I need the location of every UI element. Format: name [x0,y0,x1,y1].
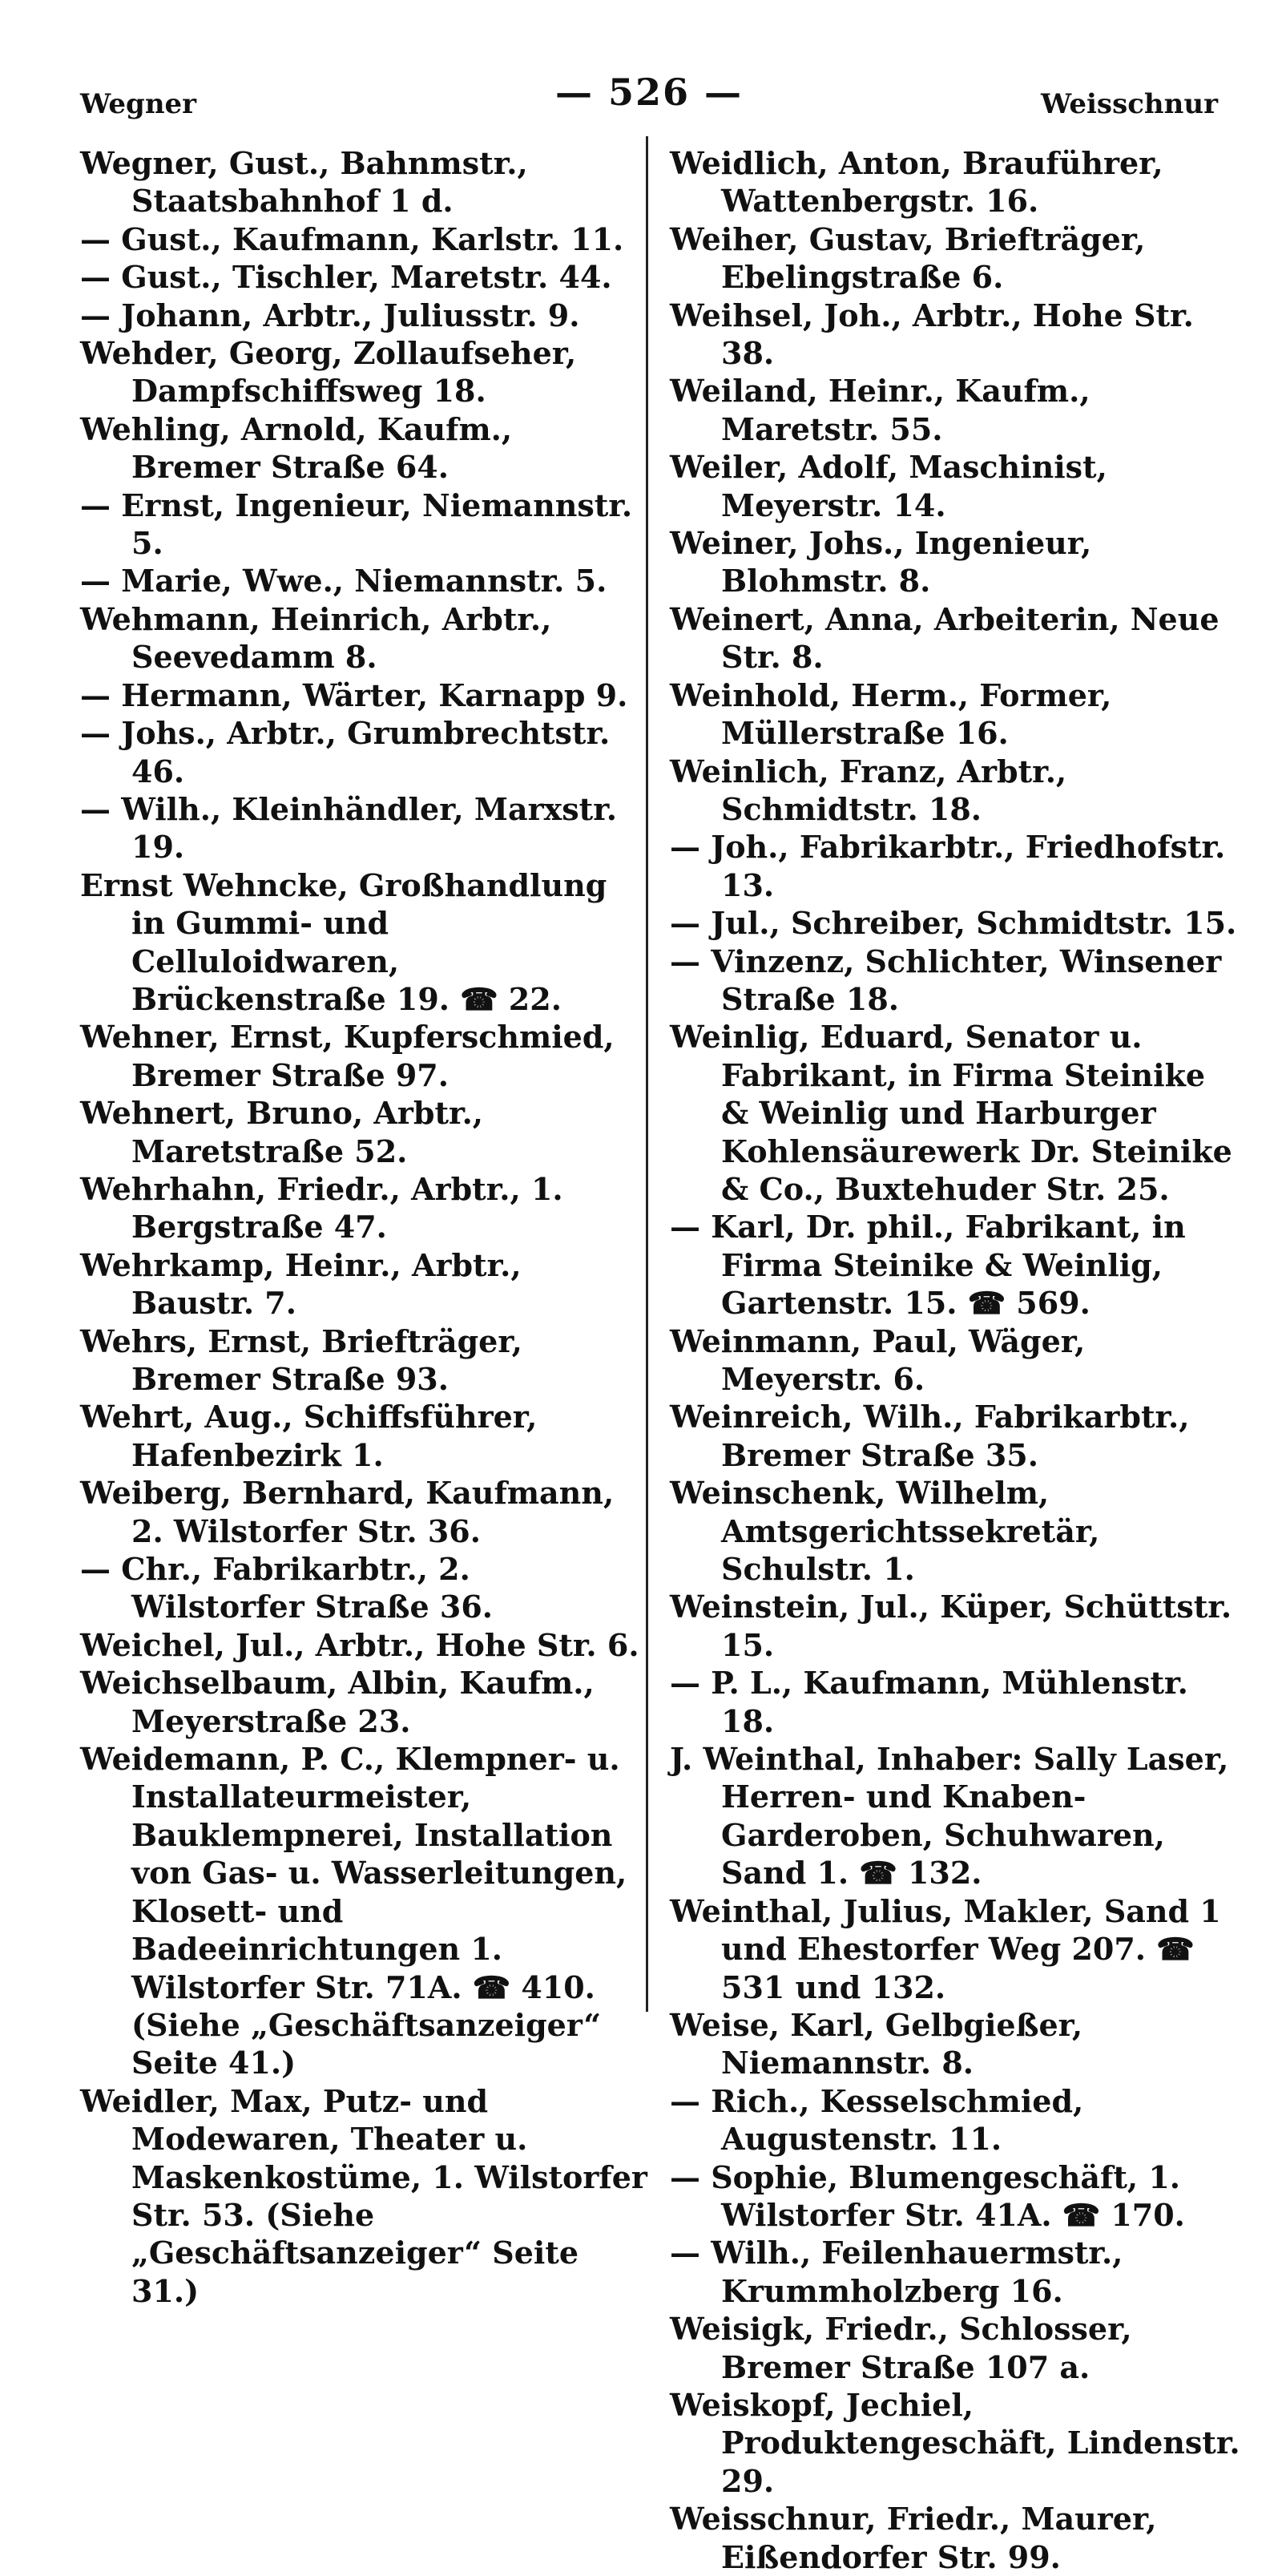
directory-entry: — Gust., Kaufmann, Karlstr. 11. [80,220,624,257]
directory-entry: Weiler, Adolf, Maschinist, Meyerstr. 14. [670,449,1107,523]
directory-entry: Wehder, Georg, Zollaufseher, Dampfschiffsweg 18. [80,335,577,410]
directory-entry: — Sophie, Blumengeschäft, 1. Wilstorfer Str. 41A. ☎ 170. [670,2158,1185,2233]
directory-entry: Weinlich, Franz, Arbtr., Schmidtstr. 18. [670,753,1067,827]
directory-entry: — Wilh., Kleinhändler, Marxstr. 19. [80,790,617,866]
left-column [80,144,651,2310]
directory-entry: — Rich., Kesselschmied, Augustenstr. 11. [670,2082,1084,2158]
directory-entry: Weinreich, Wilh., Fabrikarbtr., Bremer Straße 35. [670,1399,1190,1473]
directory-entry: — Chr., Fabrikarbtr., 2. Wilstorfer Straße 36. [80,1551,493,1625]
directory-entry: Weinthal, Julius, Makler, Sand 1 und Ehestorfer Weg 207. ☎ 531 und 132. [670,1892,1221,2005]
directory-entry: — P. L., Kaufmann, Mühlenstr. 18. [670,1665,1188,1739]
directory-entry: — Gust., Tischler, Maretstr. 44. [80,259,612,296]
directory-entry: Ernst Wehncke, Großhandlung in Gummi- und Celluloidwaren, Brückenstraße 19. ☎ 22. [80,866,607,1017]
directory-entry: Weiland, Heinr., Kaufm., Maretstr. 55. [670,373,1091,447]
directory-entry: Wehrhahn, Friedr., Arbtr., 1. Bergstraße 47. [80,1170,563,1246]
directory-entry: Weichselbaum, Albin, Kaufm., Meyerstraße 23. [80,1665,595,1739]
directory-entry: Weichel, Jul., Arbtr., Hohe Str. 6. [80,1626,639,1663]
directory-entry: Wehrs, Ernst, Briefträger, Bremer Straße 93. [80,1322,522,1397]
directory-entry: Weidlich, Anton, Brauführer, Wattenbergstr. 16. [670,145,1163,220]
directory-entry: Weidemann, P. C., Klempner- u. Installateurmeister, Bauklempnerei, Installation von Gas- u. Wasserleitungen, Klosett- und Badeeinrichtungen 1. Wilstorfer Str. 71A. ☎ 410. (Siehe „Geschäftsanzeiger“ Seite 41.) [80,1741,627,2081]
directory-entry: Weinschenk, Wilhelm, Amtsgerichtssekretär, Schulstr. 1. [670,1475,1100,1588]
directory-entry: — Johann, Arbtr., Juliusstr. 9. [80,297,580,333]
directory-entry: Weinhold, Herm., Former, Müllerstraße 16. [670,676,1112,752]
directory-entry: Wehmann, Heinrich, Arbtr., Seevedamm 8. [80,600,552,676]
directory-entry: — Joh., Fabrikarbtr., Friedhofstr. 13. [670,829,1226,903]
running-head-right: Weisschnur [1040,88,1218,120]
directory-entry: Wehling, Arnold, Kaufm., Bremer Straße 64. [80,410,513,486]
directory-entry: Weisschnur, Friedr., Maurer, Eißendorfer Str. 99. [670,2501,1157,2575]
directory-entry: Weinlig, Eduard, Senator u. Fabrikant, in Firma Steinike & Weinlig und Harburger Kohlensäurewerk Dr. Steinike & Co., Buxtehuder Str. 25. [670,1019,1232,1207]
directory-entry: Weinstein, Jul., Küper, Schüttstr. 15. [670,1589,1232,1663]
directory-entry: Weihsel, Joh., Arbtr., Hohe Str. 38. [670,297,1194,372]
directory-entry: — Hermann, Wärter, Karnapp 9. [80,676,628,713]
directory-entry: — Karl, Dr. phil., Fabrikant, in Firma Steinike & Weinlig, Gartenstr. 15. ☎ 569. [670,1209,1186,1322]
directory-entry: — Wilh., Feilenhauermstr., Krummholzberg 16. [670,2235,1123,2309]
directory-entry: Wehrkamp, Heinr., Arbtr., Baustr. 7. [80,1246,522,1322]
page-header [80,71,1218,127]
directory-entry: — Jul., Schreiber, Schmidtstr. 15. [670,905,1237,942]
directory-entry: Weidler, Max, Putz- und Modewaren, Theater u. Maskenkostüme, 1. Wilstorfer Str. 53. (Siehe „Geschäftsanzeiger“ Seite 31.) [80,2082,647,2309]
directory-entry: Weise, Karl, Gelbgießer, Niemannstr. 8. [670,2006,1083,2081]
directory-entry: Weiberg, Bernhard, Kaufmann, 2. Wilstorfer Str. 36. [80,1475,615,1549]
directory-entry: — Ernst, Ingenieur, Niemannstr. 5. [80,487,633,562]
directory-entry: Weinmann, Paul, Wäger, Meyerstr. 6. [670,1322,1086,1397]
directory-entry: — Marie, Wwe., Niemannstr. 5. [80,563,607,600]
page-number: — 526 — [554,71,744,114]
directory-entry: — Johs., Arbtr., Grumbrechtstr. 46. [80,715,611,789]
directory-entry: Weisigk, Friedr., Schlosser, Bremer Straße 107 a. [670,2311,1132,2385]
directory-entry: Weinert, Anna, Arbeiterin, Neue Str. 8. [670,600,1220,676]
running-head-left: Wegner [80,88,197,120]
directory-entry: Wegner, Gust., Bahnmstr., Staatsbahnhof 1 d. [80,145,528,220]
directory-entry: Weiher, Gustav, Briefträger, Ebelingstraße 6. [670,220,1146,296]
right-column [670,144,1240,2576]
directory-entry: Wehrt, Aug., Schiffsführer, Hafenbezirk 1. [80,1399,538,1473]
directory-entry: Wehnert, Bruno, Arbtr., Maretstraße 52. [80,1095,484,1169]
directory-entry: Weiskopf, Jechiel, Produktengeschäft, Lindenstr. 29. [670,2386,1240,2499]
directory-entry: — Vinzenz, Schlichter, Winsener Straße 18. [670,943,1222,1017]
directory-entry: Weiner, Johs., Ingenieur, Blohmstr. 8. [670,525,1092,600]
directory-entry: Wehner, Ernst, Kupferschmied, Bremer Straße 97. [80,1019,615,1093]
directory-entry: J. Weinthal, Inhaber: Sally Laser, Herren- und Knaben-Garderoben, Schuhwaren, Sand 1. ☎ 132. [670,1741,1229,1892]
